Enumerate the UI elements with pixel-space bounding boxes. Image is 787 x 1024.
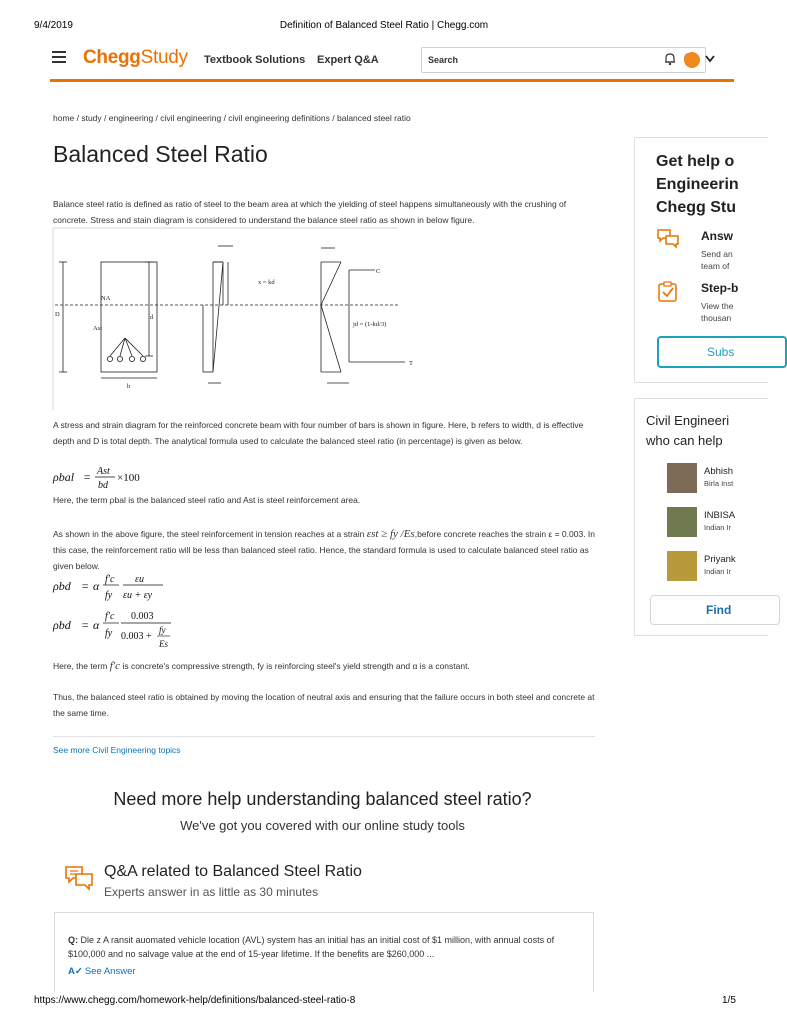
- feature-answers-title: Answ: [701, 229, 734, 243]
- see-more-link[interactable]: See more Civil Engineering topics: [53, 745, 181, 755]
- expert-item[interactable]: [667, 463, 777, 495]
- page-title: Balanced Steel Ratio: [53, 141, 268, 167]
- expert-name: INBISA: [704, 510, 736, 521]
- formula2-eps-u: εu: [135, 574, 144, 585]
- qa-section-subtitle: Experts answer in as little as 30 minutes: [104, 885, 319, 899]
- svg-text:=: =: [81, 618, 90, 632]
- formula3-alpha: α: [93, 618, 100, 632]
- chat-bubbles-icon: [657, 228, 679, 250]
- formula3-003-plus: 0.003 +: [121, 631, 152, 642]
- expert-item[interactable]: [667, 507, 777, 539]
- chat-bubbles-icon: [64, 864, 94, 890]
- promo-title-line1: Get help o: [656, 153, 735, 170]
- formula2-fy: fy: [105, 590, 113, 601]
- diagram-description: A stress and strain diagram for the reinforced concrete beam with four number of bars is shown in figure. Here, b refers to width, d is effective depth and D is total depth. The analytical formula used to calculate the balanced steel ratio (in percentage) is given as below.: [53, 420, 584, 446]
- chevron-down-icon[interactable]: [705, 55, 715, 63]
- fc-paragraph: [53, 658, 598, 674]
- formula3-fc: f′c: [105, 611, 115, 622]
- feature-answers-desc: [701, 248, 733, 272]
- feature-steps-desc-1: View the: [701, 301, 734, 311]
- print-title: Definition of Balanced Steel Ratio | Chegg.com: [279, 20, 489, 31]
- fig-label-ast: Ast: [93, 325, 103, 332]
- formula-rho-bal: [53, 462, 193, 490]
- expert-school: Indian Ir: [704, 523, 732, 532]
- feature-answers-desc-2: team of: [701, 261, 730, 271]
- see-answer-label: See Answer: [84, 966, 136, 977]
- fc-pre: Here, the term: [53, 661, 108, 671]
- feature-steps-desc-2: thousan: [701, 313, 732, 323]
- logo-study: Study: [140, 47, 188, 68]
- expert-item[interactable]: [667, 551, 777, 583]
- promo-title: [656, 150, 739, 219]
- experts-title: [646, 411, 729, 451]
- expert-name: Abhish: [704, 466, 734, 477]
- expert-photo: [667, 463, 697, 493]
- experts-title-line1: Civil Engineeri: [646, 413, 730, 428]
- feature-steps-desc: [701, 300, 733, 324]
- formula3-es: Es: [159, 639, 168, 649]
- rho-definition: Here, the term ρbal is the balanced steel ratio and Ast is steel reinforcement area.: [53, 495, 361, 505]
- strain-post: = 0.003. In this case, the reinforcement ratio will be less than balanced steel ratio. Hence, the standard formula is used to calculate balanced steel ratio as given below.: [53, 529, 596, 571]
- formula2-alpha: α: [93, 579, 100, 593]
- stress-strain-diagram: [53, 228, 413, 410]
- conclusion-paragraph: Thus, the balanced steel ratio is obtained by moving the location of neutral axis and ensuring that the failure occurs in both steel and concrete at the same time.: [53, 692, 595, 718]
- formula2-fc: f′c: [105, 574, 115, 585]
- promo-title-line2: Engineerin: [656, 176, 739, 193]
- fig-label-b: b: [127, 383, 131, 390]
- nav-expert-qa[interactable]: Expert Q&A: [317, 54, 379, 66]
- intro-paragraph: Balance steel ratio is defined as ratio of steel to the beam area at which the yielding of steel happens simultaneously with the crushing of concrete. Stress and stain diagram is considered to understand the balance steel ratio as shown in below figure.: [53, 199, 567, 225]
- fig-label-d: d: [150, 314, 154, 321]
- fc-post: is concrete's compressive strength, fy is reinforcing steel's yield strength and α is a constant.: [122, 661, 470, 671]
- help-heading: Need more help understanding balanced steel ratio?: [113, 789, 532, 809]
- formula2-eps-sum: εu + εy: [123, 590, 153, 601]
- subscribe-label: Subs: [707, 345, 735, 359]
- logo-brand: Chegg: [83, 47, 141, 68]
- formula-rho-bd-numeric: [53, 603, 223, 655]
- formula3-003: 0.003: [131, 611, 154, 622]
- promo-title-line3: Chegg Stu: [656, 199, 736, 216]
- feature-answers-desc-1: Send an: [701, 249, 733, 259]
- section-divider: [53, 736, 595, 737]
- see-answer-link[interactable]: [68, 966, 136, 977]
- strain-paragraph: [53, 526, 598, 574]
- qa-question-text: Dle z A ransit auomated vehicle location (AVL) system has an initial has an initial cost of $1 million, with annual costs of $100,000 and no salvage value at the end of 15-year lifetime. If the benefits are $260,000 ...: [68, 935, 555, 959]
- sidebar-experts: [634, 398, 768, 636]
- fig-label-na: NA: [101, 295, 111, 302]
- qa-section-title: Q&A related to Balanced Steel Ratio: [104, 863, 362, 880]
- formula3-fy: fy: [105, 628, 113, 639]
- formula3-fy-small: fy: [159, 625, 166, 635]
- print-date: 9/4/2019: [34, 20, 73, 31]
- print-url: https://www.chegg.com/homework-help/definitions/balanced-steel-ratio-8: [34, 995, 356, 1006]
- formula2-rho-bd: ρbd: [53, 579, 71, 593]
- menu-icon[interactable]: [52, 51, 66, 63]
- checklist-icon: [657, 281, 679, 303]
- formula-bd: bd: [98, 480, 108, 491]
- fig-label-jd: jd = (1-kd/3): [353, 321, 387, 328]
- strain-condition: εst ≥ fy /Es: [366, 528, 415, 540]
- answer-icon: A✓: [68, 966, 83, 977]
- nav-textbook-solutions[interactable]: Textbook Solutions: [204, 54, 306, 66]
- fc-symbol: f′c: [109, 660, 121, 672]
- breadcrumb[interactable]: home / study / engineering / civil engineering / civil engineering definitions / balanced steel ratio: [53, 113, 411, 123]
- formula3-rho-bd: ρbd: [53, 618, 71, 632]
- formula-rho-bd-strain: [53, 568, 213, 602]
- formula-x100: ×100: [117, 472, 140, 484]
- search-label: Search: [428, 55, 459, 65]
- expert-school: Birla Inst: [704, 479, 734, 488]
- strain-mid: ,before concrete reaches the strain ε: [414, 529, 553, 539]
- help-subtitle: We've got you covered with our online study tools: [180, 818, 465, 833]
- find-expert-button[interactable]: [650, 595, 780, 625]
- expert-school: Indian Ir: [704, 567, 732, 576]
- print-header: [0, 0, 768, 31]
- svg-text:=: =: [81, 579, 90, 593]
- subscribe-button[interactable]: [657, 336, 787, 368]
- expert-photo: [667, 551, 697, 581]
- fig-label-xkd: x = kd: [258, 279, 275, 286]
- svg-text:=: =: [83, 470, 92, 484]
- chegg-study-logo[interactable]: [83, 47, 188, 69]
- qa-card[interactable]: [54, 912, 594, 992]
- qa-question-prefix: Q:: [68, 935, 78, 945]
- formula-ast: Ast: [97, 466, 110, 477]
- formula-rho-bal-symbol: ρbal: [53, 470, 75, 484]
- fig-label-big-d: D: [55, 311, 60, 318]
- qa-question: [68, 933, 578, 961]
- expert-photo: [667, 507, 697, 537]
- avatar[interactable]: [684, 52, 700, 68]
- feature-steps-title: Step-b: [701, 281, 739, 295]
- strain-pre: As shown in the above figure, the steel reinforcement in tension reaches at a strain: [53, 529, 365, 539]
- sidebar-promo: [634, 137, 768, 383]
- top-nav-bar: [50, 44, 734, 82]
- find-label: Find: [706, 603, 732, 617]
- fig-label-t: T: [409, 360, 413, 367]
- print-page-number: 1/5: [722, 995, 736, 1006]
- expert-name: Priyank: [704, 554, 736, 565]
- bell-icon[interactable]: [663, 52, 677, 66]
- fig-label-c: C: [376, 268, 381, 275]
- experts-title-line2: who can help: [646, 433, 723, 448]
